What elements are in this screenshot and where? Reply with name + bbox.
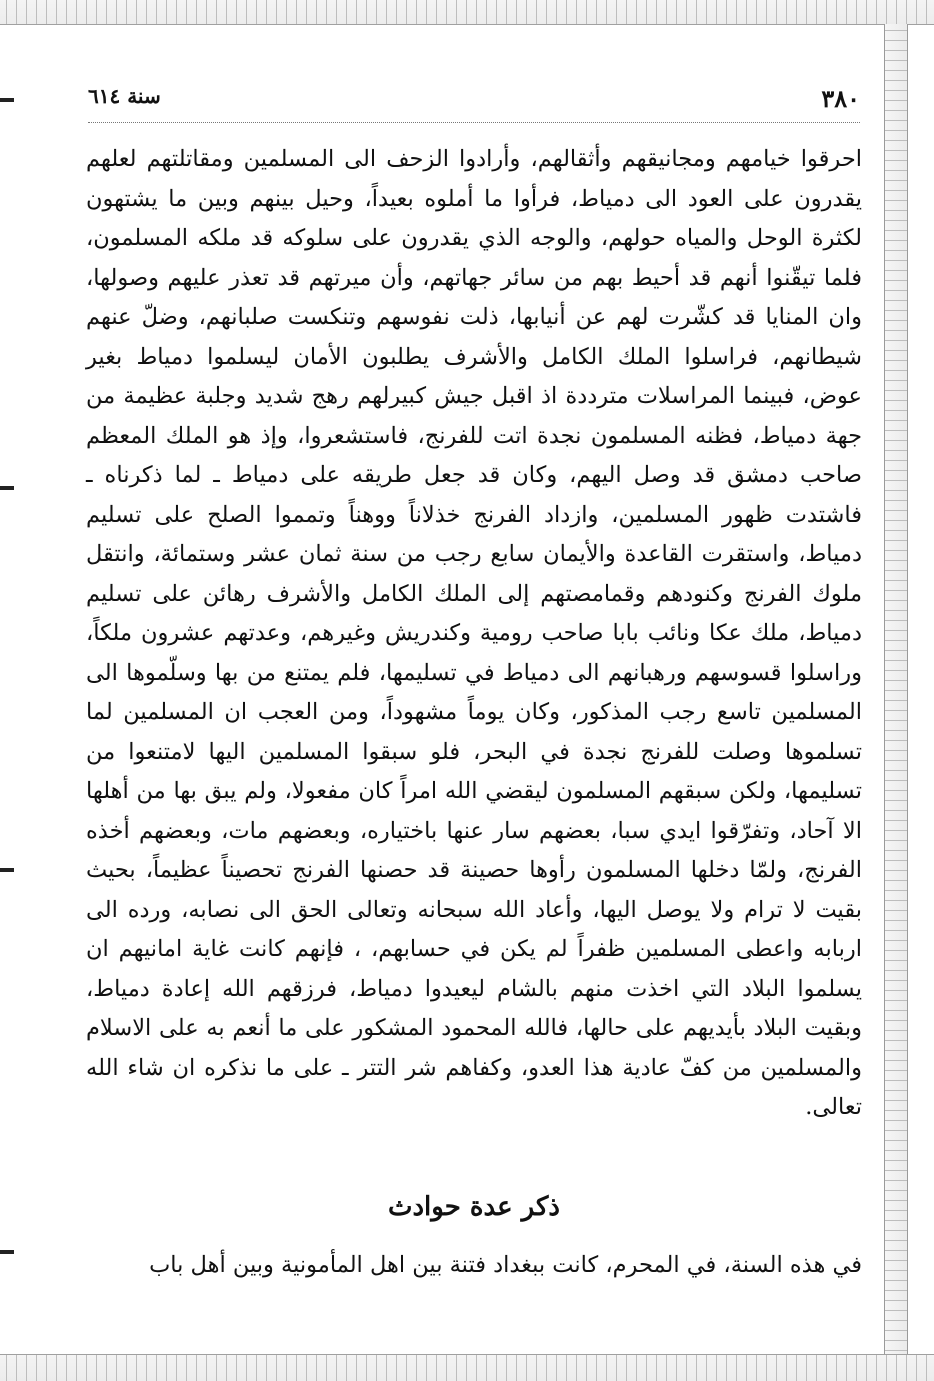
- page-header: [88, 82, 860, 123]
- section-paragraph: في هذه السنة، في المحرم، كانت ببغداد فتنة بين اهل المأمونية وبين أهل باب: [149, 1252, 862, 1278]
- edge-mark: [0, 486, 14, 490]
- section-heading: ذكر عدة حوادث: [388, 1192, 560, 1222]
- edge-mark: [0, 1250, 14, 1254]
- decorative-border-bottom: [0, 1354, 934, 1381]
- running-title: سنة ٦١٤: [88, 84, 161, 108]
- page-number: ٣٨٠: [821, 84, 860, 113]
- edge-mark: [0, 98, 14, 102]
- decorative-border-right: [884, 24, 908, 1354]
- edge-mark: [0, 868, 14, 872]
- decorative-border-top: [0, 0, 934, 25]
- body-paragraph: احرقوا خيامهم ومجانيقهم وأثقالهم، وأرادوا الزحف الى المسلمين ومقاتلتهم لعلهم يقدرون على العود الى دمياط، فرأوا ما أملوه بعيداً، وحيل بينهم وبين ما يشتهون لكثرة الوحل والمياه حولهم، والوجه الذي يقدرون على سلوكه قد ملكه المسلمون، فلما تيقّنوا أنهم قد أحيط بهم من سائر جهاتهم، وأن ميرتهم قد تعذر عليهم وصولها، وان المنايا قد كشّرت لهم عن أنيابها، ذلت نفوسهم وتنكست صلبانهم، وضلّ عنهم شيطانهم، فراسلوا الملك الكامل والأشرف يطلبون الأمان ليسلموا دمياط بغير عوض، فبينما المراسلات مترددة اذ اقبل جيش كبيرلهم رهج شديد وجلبة عظيمة من جهة دمياط، فظنه المسلمون نجدة اتت للفرنج، فاستشعروا، وإذ هو الملك المعظم صاحب دمشق قد وصل اليهم، وكان قد جعل طريقه على دمياط ـ لما ذكرناه ـ فاشتدت ظهور المسلمين، وازداد الفرنج خذلاناً ووهناً وتمموا الصلح على تسليم دمياط، واستقرت القاعدة والأيمان سابع رجب من سنة ثمان عشر وستمائة، وانتقل ملوك الفرنج وكنودهم وقمامصتهم إلى الملك الكامل والأشرف رهائن على تسليم دمياط، ملك عكا ونائب بابا صاحب رومية وكندريش وغيرهم، وعدتهم عشرون ملكاً، وراسلوا قسوسهم ورهبانهم الى دمياط في تسليمها، فلم يمتنع من بها وسلّموها الى المسلمين تاسع رجب المذكور، وكان يوماً مشهوداً، ومن العجب ان المسلمين لما تسلموها وصلت للفرنج نجدة في البحر، فلو سبقوا المسلمين اليها لامتنعوا من تسليمها، ولكن سبقهم المسلمون ليقضي الله امراً كان مفعولا، ولم يبق بها من أهلها الا آحاد، وتفرّقوا ايدي سبا، بعضهم سار عنها باختياره، وبعضهم مات، وبعضهم أخذه الفرنج، ولمّا دخلها المسلمون رأوها حصينة قد حصنها الفرنج تحصيناً عظيماً، بحيث بقيت لا ترام ولا يوصل اليها، وأعاد الله سبحانه وتعالى الحق الى نصابه، ورده الى اربابه واعطى المسلمين ظفراً لم يكن في حسابهم، ، فإنهم كانت غاية امانيهم ان يسلموا البلاد التي اخذت منهم بالشام ليعيدوا دمياط، فرزقهم الله إعادة دمياط، وبقيت البلاد بأيديهم على حالها، فالله المحمود المشكور على ما أنعم به على الاسلام والمسلمين من كفّ عادية هذا العدو، وكفاهم شر التتر ـ على ما نذكره ان شاء الله تعالى.: [86, 146, 862, 1120]
